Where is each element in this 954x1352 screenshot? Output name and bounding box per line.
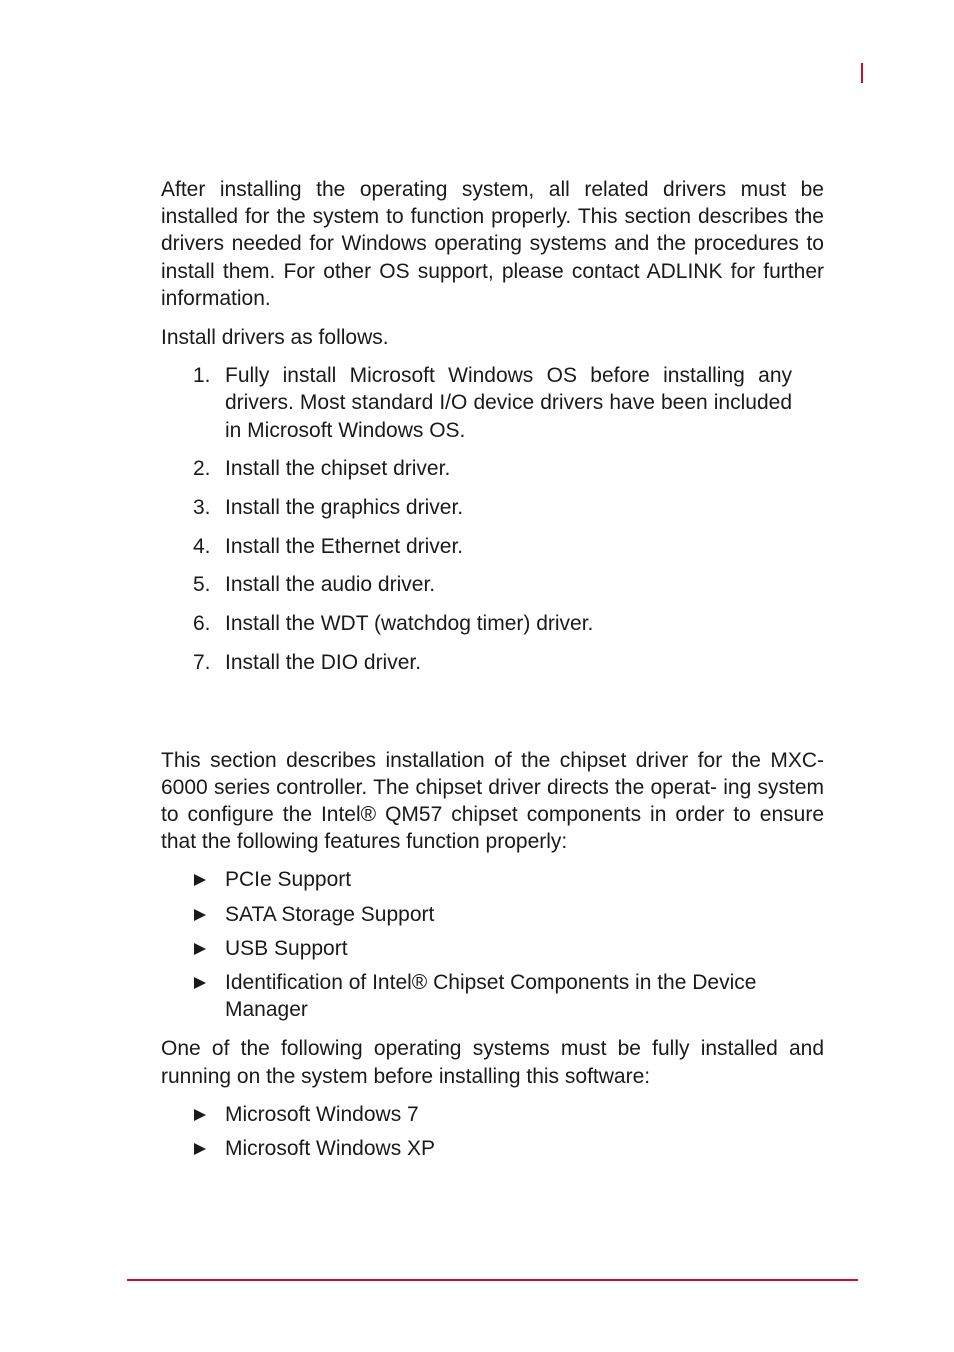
- step-number: 1.: [193, 364, 211, 388]
- list-item: [161, 455, 792, 482]
- header-accent-mark: [861, 63, 863, 83]
- list-item: [161, 935, 824, 962]
- arrow-bullet-icon: [194, 909, 206, 921]
- footer-rule: [127, 1279, 858, 1281]
- arrow-bullet-icon: [194, 874, 206, 886]
- os-list: [161, 1101, 824, 1162]
- feature-text: USB Support: [225, 936, 348, 960]
- step-text: Install the Ethernet driver.: [225, 534, 464, 558]
- arrow-bullet-icon: [194, 943, 206, 955]
- feature-text: Identification of Intel® Chipset Components in the Device Manager: [225, 970, 757, 1022]
- intro-paragraph: After installing the operating system, all related drivers must be installed for the system to function properly. This section describes the drivers needed for Windows operating systems and the procedures to install them. For other OS support, please contact ADLINK for further information.: [161, 178, 824, 310]
- arrow-bullet-icon: [194, 1143, 206, 1155]
- feature-text: PCIe Support: [225, 868, 352, 892]
- list-item: [161, 362, 792, 444]
- step-number: 3.: [193, 496, 211, 520]
- os-text: Microsoft Windows XP: [225, 1136, 436, 1160]
- list-item: [161, 649, 792, 676]
- step-text: Install the DIO driver.: [225, 650, 422, 674]
- list-item: [161, 866, 824, 893]
- step-text: Fully install Microsoft Windows OS before installing any drivers. Most standard I/O device drivers have been included in Microsoft Windows OS.: [225, 364, 792, 442]
- list-item: [161, 533, 792, 560]
- list-item: [161, 901, 824, 928]
- step-number: 7.: [193, 650, 211, 674]
- list-item: [161, 571, 792, 598]
- step-number: 5.: [193, 573, 211, 597]
- list-item: [161, 1135, 824, 1162]
- step-text: Install the WDT (watchdog timer) driver.: [225, 612, 594, 636]
- step-text: Install the chipset driver.: [225, 457, 451, 481]
- list-item: [161, 494, 792, 521]
- arrow-bullet-icon: [194, 1109, 206, 1121]
- step-number: 4.: [193, 534, 211, 558]
- chipset-features-list: [161, 866, 824, 1023]
- step-number: 6.: [193, 612, 211, 636]
- arrow-bullet-icon: [194, 977, 206, 989]
- step-text: Install the audio driver.: [225, 573, 436, 597]
- feature-text: SATA Storage Support: [225, 902, 435, 926]
- step-number: 2.: [193, 457, 211, 481]
- list-item: [161, 1101, 824, 1128]
- os-requirement-paragraph: One of the following operating systems must be fully installed and running on the system before installing this software:: [161, 1037, 824, 1088]
- section-spacer: [161, 688, 824, 747]
- page-content: [161, 176, 824, 1169]
- os-text: Microsoft Windows 7: [225, 1102, 419, 1126]
- list-item: [161, 610, 792, 637]
- install-lead: Install drivers as follows.: [161, 326, 389, 350]
- chipset-paragraph: This section describes installation of the chipset driver for the MXC-6000 series controller. The chipset driver directs the operat- ing system to configure the Intel® QM57 chipset components in order to ensure that the following features function properly:: [161, 748, 824, 854]
- list-item: [161, 969, 824, 1023]
- install-steps-list: [161, 362, 824, 676]
- step-text: Install the graphics driver.: [225, 496, 464, 520]
